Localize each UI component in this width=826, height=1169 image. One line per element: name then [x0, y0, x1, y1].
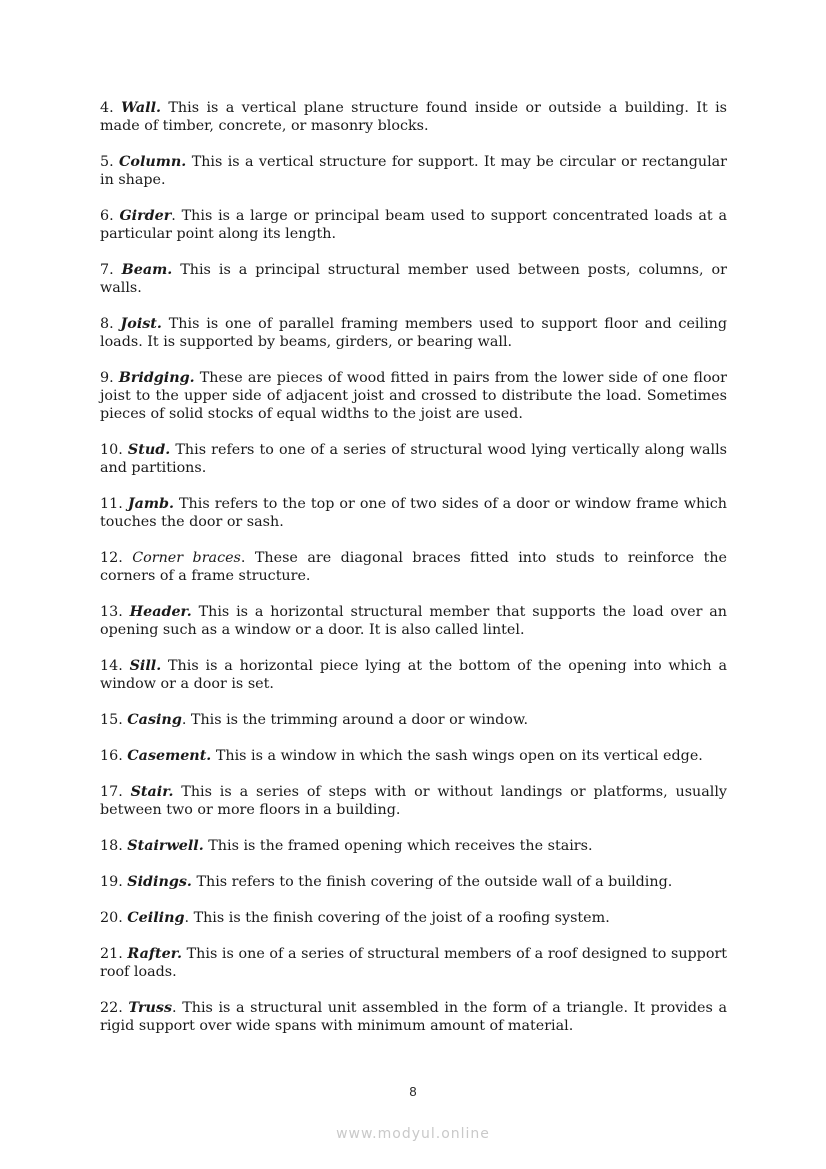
- entry-number: 7.: [100, 262, 114, 278]
- entry-number: 5.: [100, 154, 114, 170]
- definition-entry: [100, 747, 727, 765]
- entry-term: Stairwell.: [127, 838, 204, 854]
- definition-entry: [100, 945, 727, 981]
- entry-term: Bridging.: [118, 370, 195, 386]
- entry-text: These are pieces of wood fitted in pairs from the lower side of one floor joist to the upper side of adjacent joist and crossed to distribute the load. Sometimes pieces of solid stocks of equal widths to the joist are used.: [100, 370, 728, 422]
- definition-entry: [100, 549, 727, 585]
- definition-entry: [100, 711, 727, 729]
- entry-term: Sidings.: [127, 874, 192, 890]
- definition-entry: [100, 909, 727, 927]
- entry-number: 20.: [100, 910, 123, 926]
- definition-entry: [100, 315, 727, 351]
- entry-text: These are diagonal braces fitted into studs to reinforce the corners of a frame structure.: [100, 550, 727, 584]
- entry-term: Joist.: [120, 316, 162, 332]
- entry-separator: .: [171, 208, 182, 224]
- entry-number: 14.: [100, 658, 123, 674]
- entry-separator: [162, 316, 169, 332]
- entry-text: This is a window in which the sash wings open on its vertical edge.: [215, 748, 703, 764]
- entry-text: This is a principal structural member used between posts, columns, or walls.: [100, 262, 727, 296]
- definition-entry: [100, 837, 727, 855]
- entry-number: 11.: [100, 496, 123, 512]
- entry-separator: .: [240, 550, 255, 566]
- entry-number: 10.: [100, 442, 123, 458]
- entry-number: 8.: [100, 316, 114, 332]
- entry-text: This is a series of steps with or without landings or platforms, usually between two or more floors in a building.: [100, 784, 727, 818]
- entry-number: 13.: [100, 604, 123, 620]
- entry-term: Wall.: [121, 100, 161, 116]
- entry-term: Rafter.: [127, 946, 182, 962]
- entry-text: This refers to the top or one of two sides of a door or window frame which touches the door or sash.: [100, 496, 728, 530]
- definition-entry: [100, 657, 727, 693]
- entry-text: This refers to the finish covering of the outside wall of a building.: [196, 874, 673, 890]
- entry-number: 18.: [100, 838, 123, 854]
- definition-entry: [100, 495, 727, 531]
- entry-text: This is a horizontal piece lying at the bottom of the opening into which a window or a door is set.: [100, 658, 727, 692]
- entry-number: 9.: [100, 370, 114, 386]
- entry-number: 4.: [100, 100, 114, 116]
- entry-number: 12.: [100, 550, 123, 566]
- entry-term: Corner braces: [132, 550, 241, 566]
- entry-text: This is the trimming around a door or window.: [190, 712, 528, 728]
- entry-separator: .: [172, 1000, 183, 1016]
- entry-term: Girder: [119, 208, 172, 224]
- entry-separator: [192, 604, 199, 620]
- definition-entry: [100, 261, 727, 297]
- entry-term: Beam.: [121, 262, 173, 278]
- entry-text: This refers to one of a series of structural wood lying vertically along walls and partitions.: [100, 442, 728, 476]
- entry-number: 6.: [100, 208, 114, 224]
- definition-entry: [100, 369, 727, 423]
- entry-term: Casing: [127, 712, 182, 728]
- entry-term: Truss: [128, 1000, 173, 1016]
- entry-term: Casement.: [127, 748, 212, 764]
- definition-entry: [100, 441, 727, 477]
- entry-text: This is a large or principal beam used to support concentrated loads at a particular point along its length.: [100, 208, 727, 242]
- entry-text: This is one of parallel framing members used to support floor and ceiling loads. It is supported by beams, girders, or bearing wall.: [100, 316, 728, 350]
- entry-text: This is a vertical structure for support. It may be circular or rectangular in shape.: [100, 154, 728, 188]
- entry-text: This is a horizontal structural member that supports the load over an opening such as a window or a door. It is also called lintel.: [100, 604, 727, 638]
- entry-number: 22.: [100, 1000, 123, 1016]
- entry-separator: .: [181, 712, 191, 728]
- entry-number: 15.: [100, 712, 123, 728]
- entry-term: Stud.: [127, 442, 171, 458]
- page-number: 8: [409, 1084, 417, 1099]
- definition-entry: [100, 873, 727, 891]
- entry-text: This is a structural unit assembled in the form of a triangle. It provides a rigid support over wide spans with minimum amount of material.: [100, 1000, 728, 1034]
- definition-entry: [100, 207, 727, 243]
- entry-term: Column.: [119, 154, 187, 170]
- entry-text: This is the framed opening which receives the stairs.: [208, 838, 593, 854]
- watermark: www.modyul.online: [336, 1126, 490, 1142]
- entry-number: 16.: [100, 748, 123, 764]
- definition-entry: [100, 783, 727, 819]
- entry-term: Jamb.: [127, 496, 174, 512]
- entry-term: Sill.: [129, 658, 162, 674]
- entry-text: This is one of a series of structural members of a roof designed to support roof loads.: [100, 946, 728, 980]
- entry-separator: [161, 658, 168, 674]
- entry-term: Ceiling: [127, 910, 185, 926]
- entry-number: 19.: [100, 874, 123, 890]
- definition-entry: [100, 153, 727, 189]
- entry-term: Stair.: [130, 784, 174, 800]
- definition-entry: [100, 999, 727, 1035]
- definition-entry: [100, 603, 727, 639]
- entry-number: 21.: [100, 946, 123, 962]
- entry-text: This is a vertical plane structure found inside or outside a building. It is made of timber, concrete, or masonry blocks.: [100, 100, 728, 134]
- definition-entry: [100, 99, 727, 135]
- entry-number: 17.: [100, 784, 123, 800]
- entry-term: Header.: [129, 604, 192, 620]
- document-body: [100, 99, 727, 1035]
- entry-text: This is the finish covering of the joist of a roofing system.: [193, 910, 610, 926]
- entry-separator: .: [184, 910, 194, 926]
